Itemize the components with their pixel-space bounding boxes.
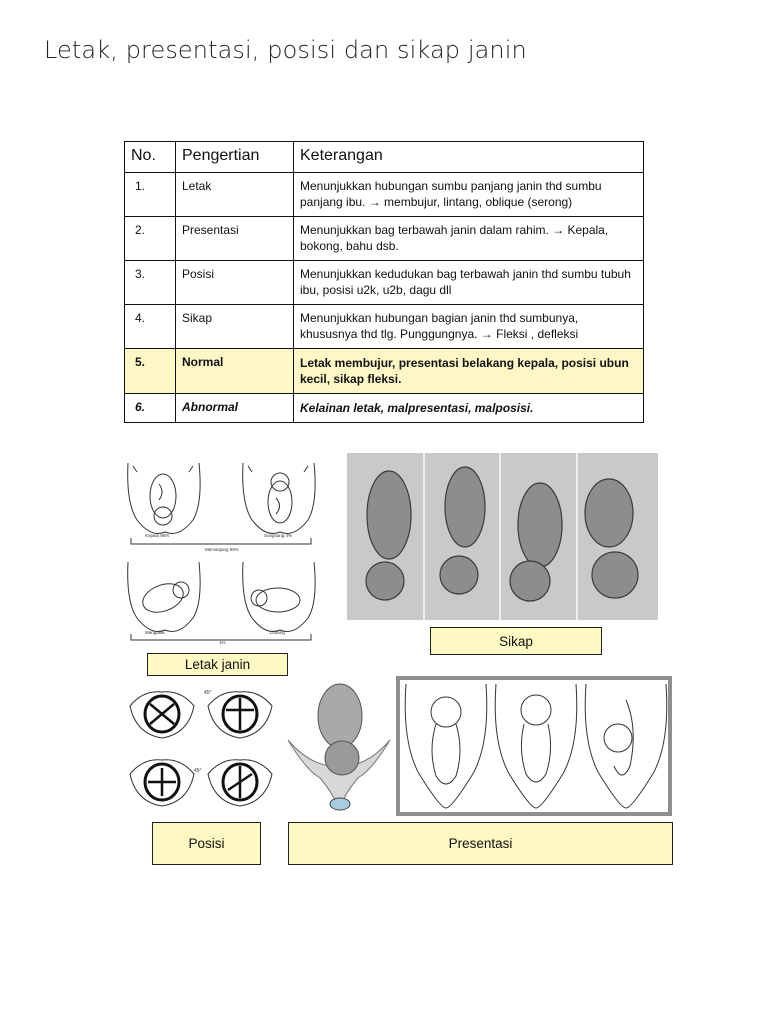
row-number: 5. bbox=[125, 349, 176, 394]
row-number: 4. bbox=[125, 305, 176, 349]
letak-janin-illustration bbox=[123, 458, 323, 644]
label-memanjang: Memanjang 99% bbox=[205, 547, 239, 552]
label-sungsang: Sungsang 4% bbox=[264, 533, 293, 538]
row-term: Presentasi bbox=[176, 217, 294, 261]
fetus-pelvis-drawing bbox=[284, 676, 394, 818]
row-number: 1. bbox=[125, 173, 176, 217]
row-term: Abnormal bbox=[176, 394, 294, 423]
label-kepala: Kepala 95% bbox=[145, 533, 170, 538]
presentasi-drawing bbox=[400, 680, 668, 812]
label-mangatak: Mangatak bbox=[145, 630, 165, 635]
angle-label: 45° bbox=[194, 768, 202, 774]
table-row bbox=[125, 217, 644, 261]
page-title: Letak, presentasi, posisi dan sikap janin bbox=[44, 36, 527, 64]
row-number: 6. bbox=[125, 394, 176, 423]
row-description: Menunjukkan kedudukan bag terbawah janin thd sumbu tubuh ibu, posisi u2k, u2b, dagu dll bbox=[294, 261, 644, 305]
table-row bbox=[125, 261, 644, 305]
sikap-drawing bbox=[347, 453, 658, 620]
table-row bbox=[125, 305, 644, 349]
row-description: Menunjukkan bag terbawah janin dalam rahim. → Kepala, bokong, bahu dsb. bbox=[294, 217, 644, 261]
row-number: 3. bbox=[125, 261, 176, 305]
table-row bbox=[125, 173, 644, 217]
fetus-in-pelvis-illustration bbox=[284, 676, 394, 818]
row-term: Posisi bbox=[176, 261, 294, 305]
sikap-photo-strip bbox=[347, 453, 658, 620]
caption-posisi: Posisi bbox=[152, 822, 261, 865]
row-term: Normal bbox=[176, 349, 294, 394]
presentasi-illustration bbox=[396, 676, 672, 816]
caption-sikap: Sikap bbox=[430, 627, 602, 655]
table-row bbox=[125, 394, 644, 423]
row-description: Kelainan letak, malpresentasi, malposisi. bbox=[294, 394, 644, 423]
column-header-no: No. bbox=[125, 142, 176, 173]
row-description: Menunjukkan hubungan bagian janin thd sumbunya, khususnya thd tlg. Punggungnya. → Fleksi , defleksi bbox=[294, 305, 644, 349]
row-description: Menunjukkan hubungan sumbu panjang janin thd sumbu panjang ibu. → membujur, lintang, oblique (serong) bbox=[294, 173, 644, 217]
column-header-keterangan: Keterangan bbox=[294, 142, 644, 173]
posisi-drawing bbox=[128, 686, 280, 816]
letak-janin-drawing bbox=[123, 458, 323, 644]
caption-presentasi: Presentasi bbox=[288, 822, 673, 865]
definition-table bbox=[124, 141, 644, 423]
row-term: Letak bbox=[176, 173, 294, 217]
column-header-pengertian: Pengertian bbox=[176, 142, 294, 173]
row-term: Sikap bbox=[176, 305, 294, 349]
row-number: 2. bbox=[125, 217, 176, 261]
angle-label: 45° bbox=[204, 690, 212, 696]
table-row-highlighted bbox=[125, 349, 644, 394]
caption-letak-janin: Letak janin bbox=[147, 653, 288, 676]
table-header-row bbox=[125, 142, 644, 173]
row-description: Letak membujur, presentasi belakang kepala, posisi ubun kecil, sikap fleksi. bbox=[294, 349, 644, 394]
posisi-illustration bbox=[128, 686, 280, 816]
label-lintang: Lintang bbox=[270, 630, 285, 635]
label-percent: 1% bbox=[219, 640, 226, 644]
